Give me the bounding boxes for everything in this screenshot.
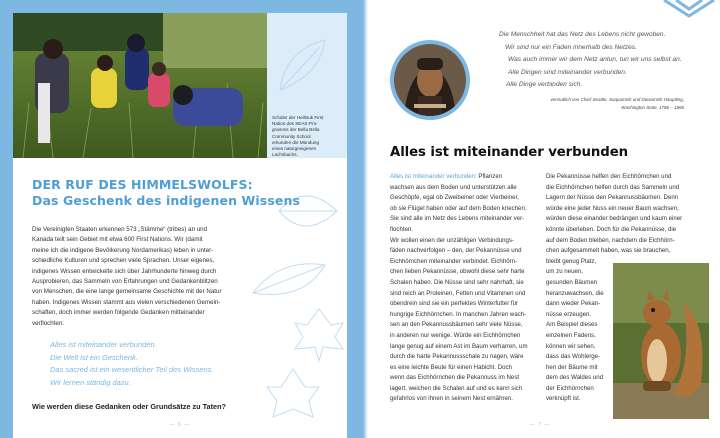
poem-line: Alle Dingen sind miteinander verbunden. xyxy=(508,68,627,76)
column-2-narrow: um zu neuen, gesunden Bäumen heranzuwachsen, die dann wieder Pekan- nüsse erzeugen. Am Beispiel dieses einzelnen Fadens, können wir sehen, dass das Wohlerge- hen der Bäume mit dem des Waldes und der Eichhörnchen verknüpft ist. xyxy=(546,268,604,403)
gutter-shadow xyxy=(360,0,368,438)
principle-item: Das sacred ist ein wesentlicher Teil des Wissens. xyxy=(50,365,214,375)
leaf-outline-icon xyxy=(291,305,347,365)
column-1-lead xyxy=(390,172,538,183)
principles-list xyxy=(50,339,213,389)
leaf-outline-icon xyxy=(263,365,323,423)
attribution-line: Washington Stale, 1786 – 1866 xyxy=(621,104,684,110)
principle-item: Wir lernen ständig dazu. xyxy=(50,377,131,387)
corner-chevron-icon xyxy=(658,0,720,18)
lead-rest: Pflanzen xyxy=(476,173,503,180)
poem-line: Die Menschheit hat das Netz des Lebens nicht gewoben. xyxy=(499,31,666,38)
epigraph-poem xyxy=(499,29,682,92)
heading-line-1: DER RUF DES HIMMELSWOLFS: xyxy=(32,177,253,192)
students-photo xyxy=(13,13,267,158)
poem-line: Wir sind nur ein Faden innerhalb des Netzes. xyxy=(505,43,637,51)
page-number-right: — 7 — xyxy=(529,422,551,428)
section-heading xyxy=(32,177,300,209)
question-text: Wie werden diese Gedanken oder Grundsätze zu Taten? xyxy=(32,402,227,411)
principle-item: Alles ist miteinander verbunden. xyxy=(50,340,157,349)
intro-paragraph xyxy=(32,225,287,329)
poem-line: Alle Dinge verbinden sich. xyxy=(506,81,583,89)
squirrel-photo xyxy=(613,263,709,419)
quote-attribution xyxy=(464,96,684,111)
principle-item: Die Welt ist ein Geschenk. xyxy=(50,352,138,362)
column-1-para-1: wachsen aus dem Boden und unterstützen alle Geschöpfe, egal ob Zweibeiner oder Vierbeiner, ob sie Flügel haben oder auf dem Boden kriechen. Sie sind alle im Netz des Lebens miteinander ver- flochten. xyxy=(390,183,527,233)
portrait-image xyxy=(394,44,466,116)
leaf-outline-icon xyxy=(275,35,335,95)
attribution-line: vermutlich von Chief Seattle, Suquamish und Duwamish Häuptling, xyxy=(550,97,684,102)
column-1-para-2: Wir wollen einen der unzähligen Verbindungs- fäden nachverfolgen – den, der Pekannüsse und Eichhörnchen miteinander verbindet. Eichhörn- chen lieben Pekannüsse, obwohl diese sehr harte Schalen haben. Die Nüsse sind sehr nahrhaft, sie sind reich an Proteinen, Fetten und Vitaminen und obendrein sind sie ein perfektes Winterfutter für hungrige Eichhörnchen. In manchen Jahren wach- sen an den Pekannussbäumen sehr viele Nüsse, in anderen nur wenige. Würde ein Eichhörnchen lange genug auf einem Ast im Baum verharren, um durch die harte Pekannussschale zu nagen, wäre es eine leichte Beute für einen Habicht. Doch wenn das Eichhörnchen die Pekannuss im Nest lagert, weichen die Schalen auf und es kann sich gefahrlos von ihnen in seinem Nest ernähren. xyxy=(390,236,528,403)
lead-phrase: Alles ist miteinander verbunden: xyxy=(390,173,477,180)
photo-caption: Schüler der Heiltsuk First Nation des SEAS-Pro- gramms der Bella Bella Community School erkunden die Mündung eines naturgeeigenen Lachsbachs. xyxy=(272,115,324,158)
intro-text: Die Vereinigten Staaten erkennen 573 „Stämme“ (tribes) an und Kanada teilt sein Gebiet mit etwa 600 First Nations. Wir (damit meine ich die indigene Bevölkerung Nordamerikas) leben in unter- schiedliche Kulturen und sprechen viele Sprachen. Unser eigenes, indigenes Wissen entwickelte sich über Jahrhunderte hinweg durch Ausprobieren, das Sammeln von Erfahrungen und Gedankenblitzen von Menschen, die eine lange gemeinsame Geschichte mit der Natur haben. Indigenes Wissen stammt aus vielen verschiedenen Gemein- schaften, doch immer werden folgende Gedanken mitteinander verflochten: xyxy=(32,226,222,327)
poem-line: Was auch immer wir dem Netz antun, tun wir uns selbst an. xyxy=(508,56,682,64)
text-column-left xyxy=(390,172,538,405)
column-2-para: Die Pekannüsse helfen den Eichhörnchen und die Eichhörnchen helfen durch das Sammeln und Lagern der Nüsse den Pekannussbäumen. Denn würde eine jeder Nuss ein neuer Baum wachsen, würden diese einander bedrängen und kaum einer könnte überleben. Doch für die Pekannüsse, die auf dem Boden bleiben, nachdem die Eichhörn- chen aufgesammelt haben, was sie brauchen, bleibt genug Platz, xyxy=(546,173,683,265)
chief-portrait xyxy=(390,40,470,120)
chapter-title: Alles ist miteinander verbunden xyxy=(390,145,628,160)
left-page-panel xyxy=(13,13,347,438)
right-page xyxy=(360,0,720,438)
heading-line-2: Das Geschenk des indigenen Wissens xyxy=(32,193,300,208)
page-number-left: — 6 — xyxy=(169,422,191,428)
